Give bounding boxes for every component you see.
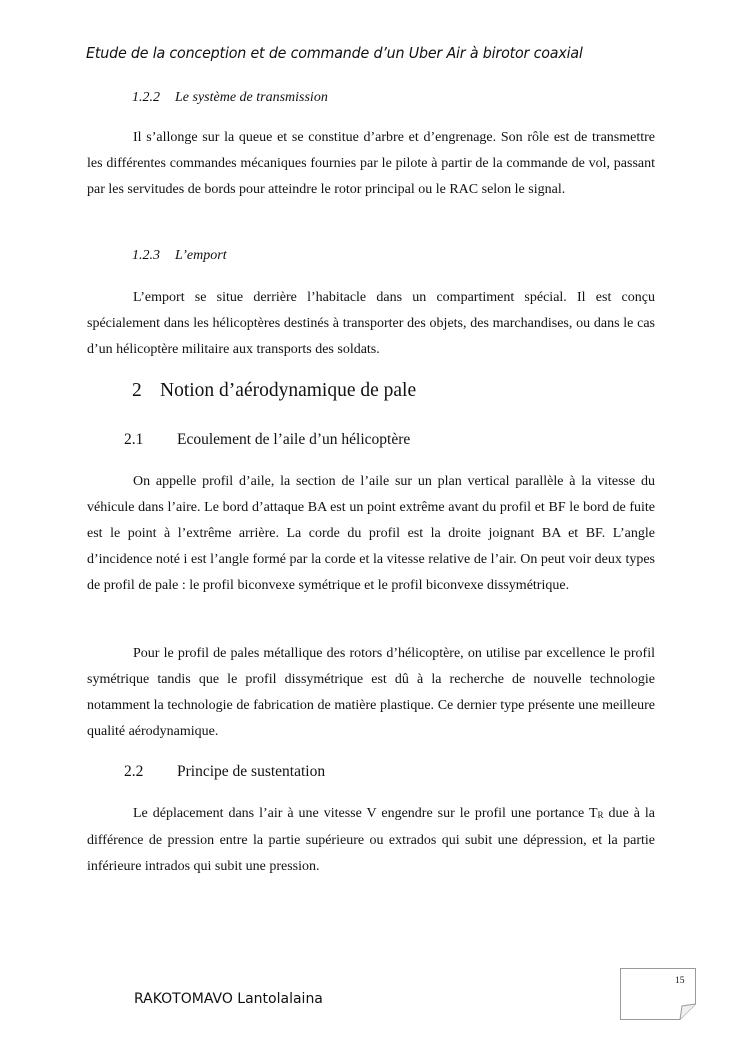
section-heading-2-1 [124,431,410,449]
subsection-number: 1.2.2 [132,90,160,105]
subsection-number: 1.2.3 [132,248,160,263]
section-number: 2.1 [124,431,144,448]
section-title: Principe de sustentation [177,763,326,780]
page-number: 15 [675,976,685,986]
paragraph-sustentation [87,801,655,880]
subscript-r: R [597,810,604,820]
section-heading-2 [132,380,416,402]
section-title: Notion d’aérodynamique de pale [160,380,417,401]
text-run: due à la différence de pression entre la partie supérieure ou extrados qui subit une dépression, et la partie inférieure intrados qui subit une pression. [87,806,656,874]
section-number: 2.2 [124,763,144,780]
paragraph-emport: L’emport se situe derrière l’habitacle dans un compartiment spécial. Il est conçu spécialement dans les hélicoptères destinés à transporter des objets, des marchandises, ou dans le cas d’un hélicoptère militaire aux transports des soldats. [87,290,655,357]
subsection-title: L’emport [175,248,227,263]
paragraph-profil-pales: Pour le profil de pales métallique des rotors d’hélicoptère, on utilise par excellence le profil symétrique tandis que le profil dissymétrique est dû à la recherche de nouvelle technologie notamment la technologie de fabrication de matière plastique. Ce dernier type présente une meilleure qualité aérodynamique. [87,646,655,739]
subsection-heading-1-2-3 [132,248,227,264]
section-heading-2-2 [124,763,325,781]
section-title: Ecoulement de l’aile d’un hélicoptère [177,431,411,448]
paragraph-profil-aile: On appelle profil d’aile, la section de l’aile sur un plan vertical parallèle à la vitesse du véhicule dans l’aire. Le bord d’attaque BA est un point extrême avant du profil et BF le bord de fuite est le point à l’extrême arrière. La corde du profil est la droite joignant BA et BF. L’angle d’incidence noté i est l’angle formé par la corde et la vitesse relative de l’air. On peut voir deux types de profil de pale : le profil biconvexe symétrique et le profil biconvexe dissymétrique. [87,474,655,593]
subsection-heading-1-2-2 [132,90,328,106]
section-number: 2 [132,380,142,401]
text-run: Le déplacement dans l’air à une vitesse V engendre sur le profil une portance T [133,806,598,821]
running-header-title: Etude de la conception et de commande d’un Uber Air à birotor coaxial [86,44,583,62]
footer-author: RAKOTOMAVO Lantolalaina [134,991,323,1007]
subsection-title: Le système de transmission [175,90,328,105]
paragraph-transmission: Il s’allonge sur la queue et se constitue d’arbre et d’engrenage. Son rôle est de transmettre les différentes commandes mécaniques fournies par le pilote à partir de la commande de vol, passant par les servitudes de bords pour atteindre le rotor principal ou le RAC selon le signal. [87,130,655,197]
